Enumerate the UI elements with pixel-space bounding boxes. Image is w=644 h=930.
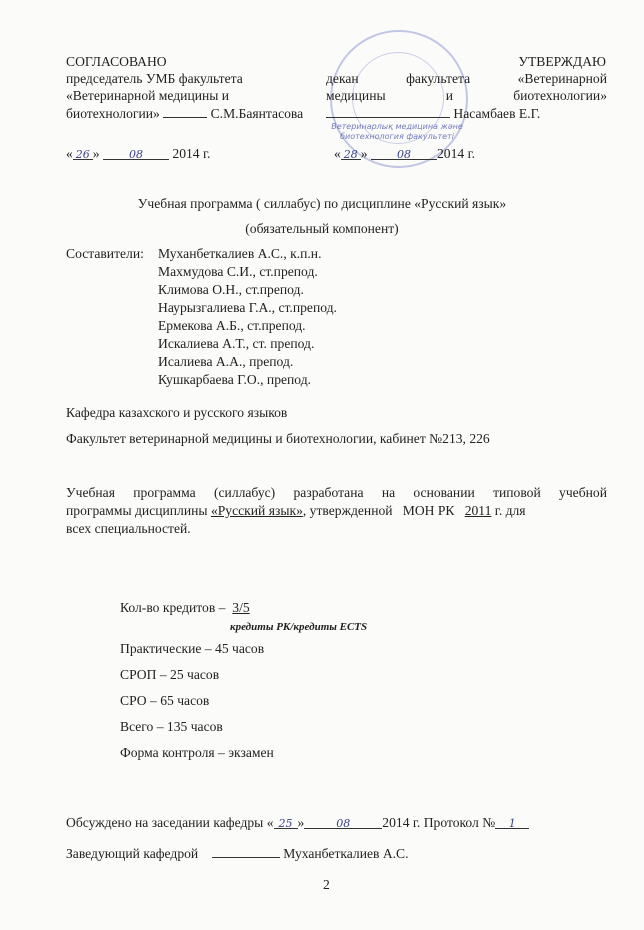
authors-label: Составители: xyxy=(66,246,144,261)
basis-line2 xyxy=(66,503,526,519)
protocol-number: 1 xyxy=(495,816,529,829)
word: и xyxy=(445,88,454,103)
agreed-heading: СОГЛАСОВАНО xyxy=(66,54,167,69)
author: Климова О.Н., ст.препод. xyxy=(158,282,304,297)
text: » xyxy=(297,815,305,830)
right-date: « 28 » 08 2014 г. xyxy=(334,146,476,161)
head-label: Заведующий кафедрой xyxy=(66,846,199,861)
department: Кафедра казахского и русского языков xyxy=(66,405,288,420)
left-line3 xyxy=(66,105,303,122)
right-signer: Насамбаев Е.Г. xyxy=(453,106,541,121)
credits-value: 3/5 xyxy=(232,600,250,615)
word: основании xyxy=(413,485,475,500)
word: программа xyxy=(133,485,196,500)
author: Ермекова А.Б., ст.препод. xyxy=(158,318,306,333)
right-date-month: 08 xyxy=(371,147,437,160)
page-number: 2 xyxy=(323,877,330,892)
head-name: Муханбеткалиев А.С. xyxy=(283,846,409,861)
author: Махмудова С.И., ст.препод. xyxy=(158,264,318,279)
discussion-month: 08 xyxy=(304,816,382,829)
left-line1: председатель УМБ факультета xyxy=(66,71,243,86)
discussion-day: 25 xyxy=(274,816,298,829)
signature-icon xyxy=(326,105,450,118)
text: 2014 г. Протокол № xyxy=(382,815,496,830)
author: Наурызгалиева Г.А., ст.препод. xyxy=(158,300,337,315)
author: Кушкарбаева Г.О., препод. xyxy=(158,372,312,387)
text: программы дисциплины xyxy=(66,503,211,518)
left-date: « 26 » 08 2014 г. xyxy=(66,146,211,161)
head-line xyxy=(66,845,409,862)
text: Обсуждено на заседании кафедры « xyxy=(66,815,274,830)
word: факультета xyxy=(406,71,471,86)
right-date-year: 2014 г. xyxy=(437,146,476,161)
right-date-day: 28 xyxy=(341,147,361,160)
word: (силлабус) xyxy=(214,485,276,500)
discipline-name: «Русский язык» xyxy=(210,503,303,518)
text: г. для xyxy=(491,503,526,518)
word: декан xyxy=(326,71,359,86)
hours-item: СРОП – 25 часов xyxy=(120,667,220,682)
left-line2: «Ветеринарной медицины и xyxy=(66,88,230,103)
right-line2 xyxy=(326,88,607,104)
right-line3 xyxy=(326,105,540,122)
credits-line xyxy=(120,600,250,616)
word: на xyxy=(381,485,396,500)
approval-year: 2011 xyxy=(464,503,492,518)
hours-item: СРО – 65 часов xyxy=(120,693,210,708)
discussion-line xyxy=(66,815,529,831)
author: Муханбеткалиев А.С., к.п.н. xyxy=(158,246,322,261)
basis-line1 xyxy=(66,485,607,501)
signature-icon xyxy=(212,845,280,858)
left-date-month: 08 xyxy=(103,147,169,160)
document-title: Учебная программа ( силлабус) по дисциплине «Русский язык» xyxy=(137,196,507,211)
text: , утвержденной МОН РК xyxy=(302,503,465,518)
word: «Ветеринарной xyxy=(517,71,607,86)
word: биотехнологии» xyxy=(513,88,607,103)
credits-note: кредиты РК/кредиты ECTS xyxy=(230,621,368,633)
right-line1 xyxy=(326,71,607,87)
left-date-day: 26 xyxy=(73,147,93,160)
faculty: Факультет ветеринарной медицины и биотехнологии, кабинет №213, 226 xyxy=(66,431,490,446)
word: разработана xyxy=(293,485,364,500)
author: Исалиева А.А., препод. xyxy=(158,354,294,369)
left-line3-prefix: биотехнологии» xyxy=(66,106,160,121)
author: Искалиева А.Т., ст. препод. xyxy=(158,336,315,351)
hours-item: Всего – 135 часов xyxy=(120,719,223,734)
word: Учебная xyxy=(66,485,115,500)
word: типовой xyxy=(493,485,541,500)
approved-heading: УТВЕРЖДАЮ xyxy=(518,54,606,69)
word: учебной xyxy=(559,485,607,500)
stamp-text: Ветеринарлық медицина және биотехнология факультеті xyxy=(331,122,463,141)
left-signer: С.М.Баянтасова xyxy=(210,106,304,121)
signature-icon xyxy=(163,105,207,118)
document-subtitle: (обязательный компонент) xyxy=(245,221,399,236)
control-form: Форма контроля – экзамен xyxy=(120,745,274,760)
basis-line3: всех специальностей. xyxy=(66,521,191,536)
credits-label: Кол-во кредитов – xyxy=(120,600,233,615)
left-date-year: 2014 г. xyxy=(172,146,211,161)
hours-item: Практические – 45 часов xyxy=(120,641,265,656)
word: медицины xyxy=(326,88,386,103)
